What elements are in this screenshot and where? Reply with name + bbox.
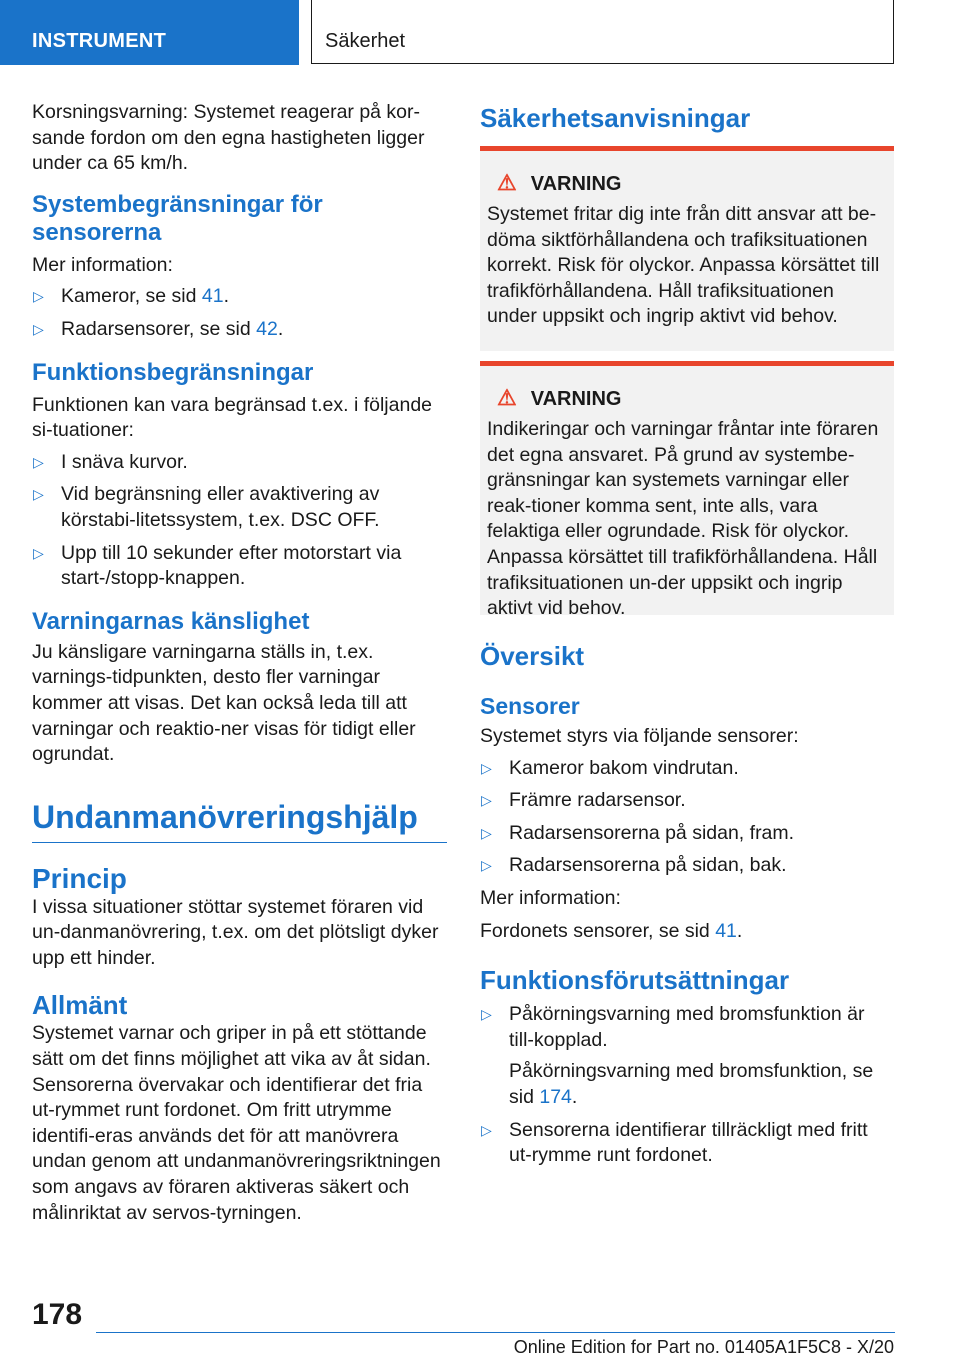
mer-info-text: Mer information: [32, 253, 173, 276]
triangle-bullet-icon: ▷ [33, 453, 44, 470]
mer-info-text: Mer information: [480, 886, 621, 909]
section-tab [0, 0, 299, 65]
warning-box [480, 146, 894, 351]
funk-text: Funktionen kan vara begränsad t.ex. i följande si-tuationer: [32, 393, 433, 442]
triangle-bullet-icon: ▷ [33, 486, 44, 503]
page-number: 178 [32, 1298, 83, 1331]
edition-text: Online Edition for Part no. 01405A1F5C8 - X/20 [513, 1337, 894, 1357]
right-column [480, 100, 894, 1169]
triangle-bullet-icon: ▷ [481, 857, 492, 874]
section-title: INSTRUMENT [32, 30, 167, 52]
list-item: ▷ Sensorerna identifierar tillräckligt med fritt ut-rymme runt fordonet. [481, 1118, 868, 1167]
triangle-bullet-icon: ▷ [481, 1006, 492, 1023]
princip-text: I vissa situationer stöttar systemet föraren vid un-danmanövrering, t.ex. om det plötsligt dyker upp ett hinder. [32, 895, 439, 969]
page-link[interactable]: 42 [256, 317, 278, 340]
heading-allmant: Allmänt [32, 990, 128, 1021]
warning-triangle-icon: ⚠ [497, 170, 517, 195]
list-item: ▷ Radarsensorerna på sidan, fram. [480, 821, 894, 847]
triangle-bullet-icon: ▷ [481, 1121, 492, 1138]
sys-list [32, 284, 447, 342]
heading-systembegransningar: Systembegränsningar för sensorerna [32, 190, 323, 246]
heading-sakerhetsanvisningar: Säkerhetsanvisningar [480, 103, 751, 133]
warning-text: Indikeringar och varningar fråntar inte föraren det egna ansvaret. På grund av systembe-gränsningar kan systemets varningar eller reak-tioner komma sent, inte alls, vara felaktiga eller ogrundade. Risk för olyckor. Anpassa körsättet till trafikförhållandena. Håll trafiksituationen un-der uppsikt och ingrip aktivt vid behov. [487, 418, 879, 620]
triangle-bullet-icon: ▷ [481, 824, 492, 841]
heading-funktionsforutsattningar: Funktionsförutsättningar [480, 965, 790, 996]
page-link[interactable]: 41 [715, 919, 737, 942]
intro-text: Korsningsvarning: Systemet reagerar på kor-sande fordon om den egna hastigheten ligger under ca 65 km/h. [32, 101, 425, 175]
sensorer-text: Systemet styrs via följande sensorer: [480, 725, 799, 747]
kanslighet-text: Ju känsligare varningarna ställs in, t.ex. varnings-tidpunkten, desto fler varningar kommer att visas. Det kan också leda till att varningar och reaktio-ner visas för tidigt eller ogrundat. [32, 640, 416, 766]
list-item: ▷ Påkörningsvarning med bromsfunktion är till-kopplad. Påkörningsvarning med bromsfunktion, se sid 174. [480, 1002, 894, 1110]
forut-sub-text: Påkörningsvarning med bromsfunktion, se sid 174. [509, 1060, 874, 1108]
warning-text: Systemet fritar dig inte från ditt ansvar att be-döma siktförhållandena och trafiksituationen korrekt. Risk för olyckor. Anpassa körsättet till trafikförhållandena. Håll trafiksituationen under uppsikt och ingrip aktivt vid behov. [487, 203, 880, 328]
warning-triangle-icon: ⚠ [497, 385, 517, 410]
heading-princip: Princip [32, 862, 127, 894]
list-item: ▷ Vid begränsning eller avaktivering av körstabi-litetssystem, t.ex. DSC OFF. [33, 483, 380, 531]
subsection-tab [311, 0, 894, 64]
fordon-text: Fordonets sensorer, se sid 41. [480, 919, 743, 942]
triangle-bullet-icon: ▷ [33, 544, 44, 561]
list-item: ▷ I snäva kurvor. [32, 450, 447, 476]
footer-rule [96, 1332, 895, 1333]
warning-box [480, 361, 894, 620]
page-link[interactable]: 41 [201, 285, 224, 308]
list-item: ▷ Främre radarsensor. [480, 788, 894, 814]
triangle-bullet-icon: ▷ [33, 320, 44, 337]
triangle-bullet-icon: ▷ [481, 792, 492, 809]
subsection-title: Säkerhet [325, 30, 406, 52]
left-column [32, 100, 447, 1226]
page-link[interactable]: 174 [539, 1085, 572, 1108]
heading-sensorer: Sensorer [480, 693, 580, 719]
heading-undanmanovreringshjalp: Undanmanövreringshjälp [32, 798, 447, 843]
list-item: ▷ Radarsensorerna på sidan, bak. [480, 853, 894, 879]
list-item: ▷ Kameror, se sid 41. [32, 284, 447, 310]
heading-kanslighet: Varningarnas känslighet [32, 607, 310, 635]
triangle-bullet-icon: ▷ [481, 759, 492, 776]
list-item: ▷ Kameror bakom vindrutan. [480, 756, 894, 782]
list-item: ▷ Radarsensorer, se sid 42. [32, 317, 447, 343]
heading-oversikt: Översikt [480, 641, 585, 671]
funk-list [32, 450, 447, 592]
sensor-list [480, 756, 894, 879]
forut-list [480, 1002, 894, 1169]
warning-label: VARNING [530, 388, 622, 410]
allmant-text: Systemet varnar och griper in på ett stöttande sätt om det finns möjlighet att vika av åt sidan. Sensorerna övervakar och identifierar det fria ut-rymmet runt fordonet. Om fritt utrymme identifi-eras används det för att manövrera undan genom att undanmanövreringsriktningen som angavs av föraren aktiveras säkert och målinriktat av servos-tyrningen. [32, 1022, 441, 1224]
triangle-bullet-icon: ▷ [33, 288, 44, 305]
warning-label: VARNING [530, 173, 622, 195]
list-item: ▷ Upp till 10 sekunder efter motorstart via start-/stopp-knappen. [33, 541, 402, 590]
heading-funktionsbegransningar: Funktionsbegränsningar [32, 358, 314, 386]
